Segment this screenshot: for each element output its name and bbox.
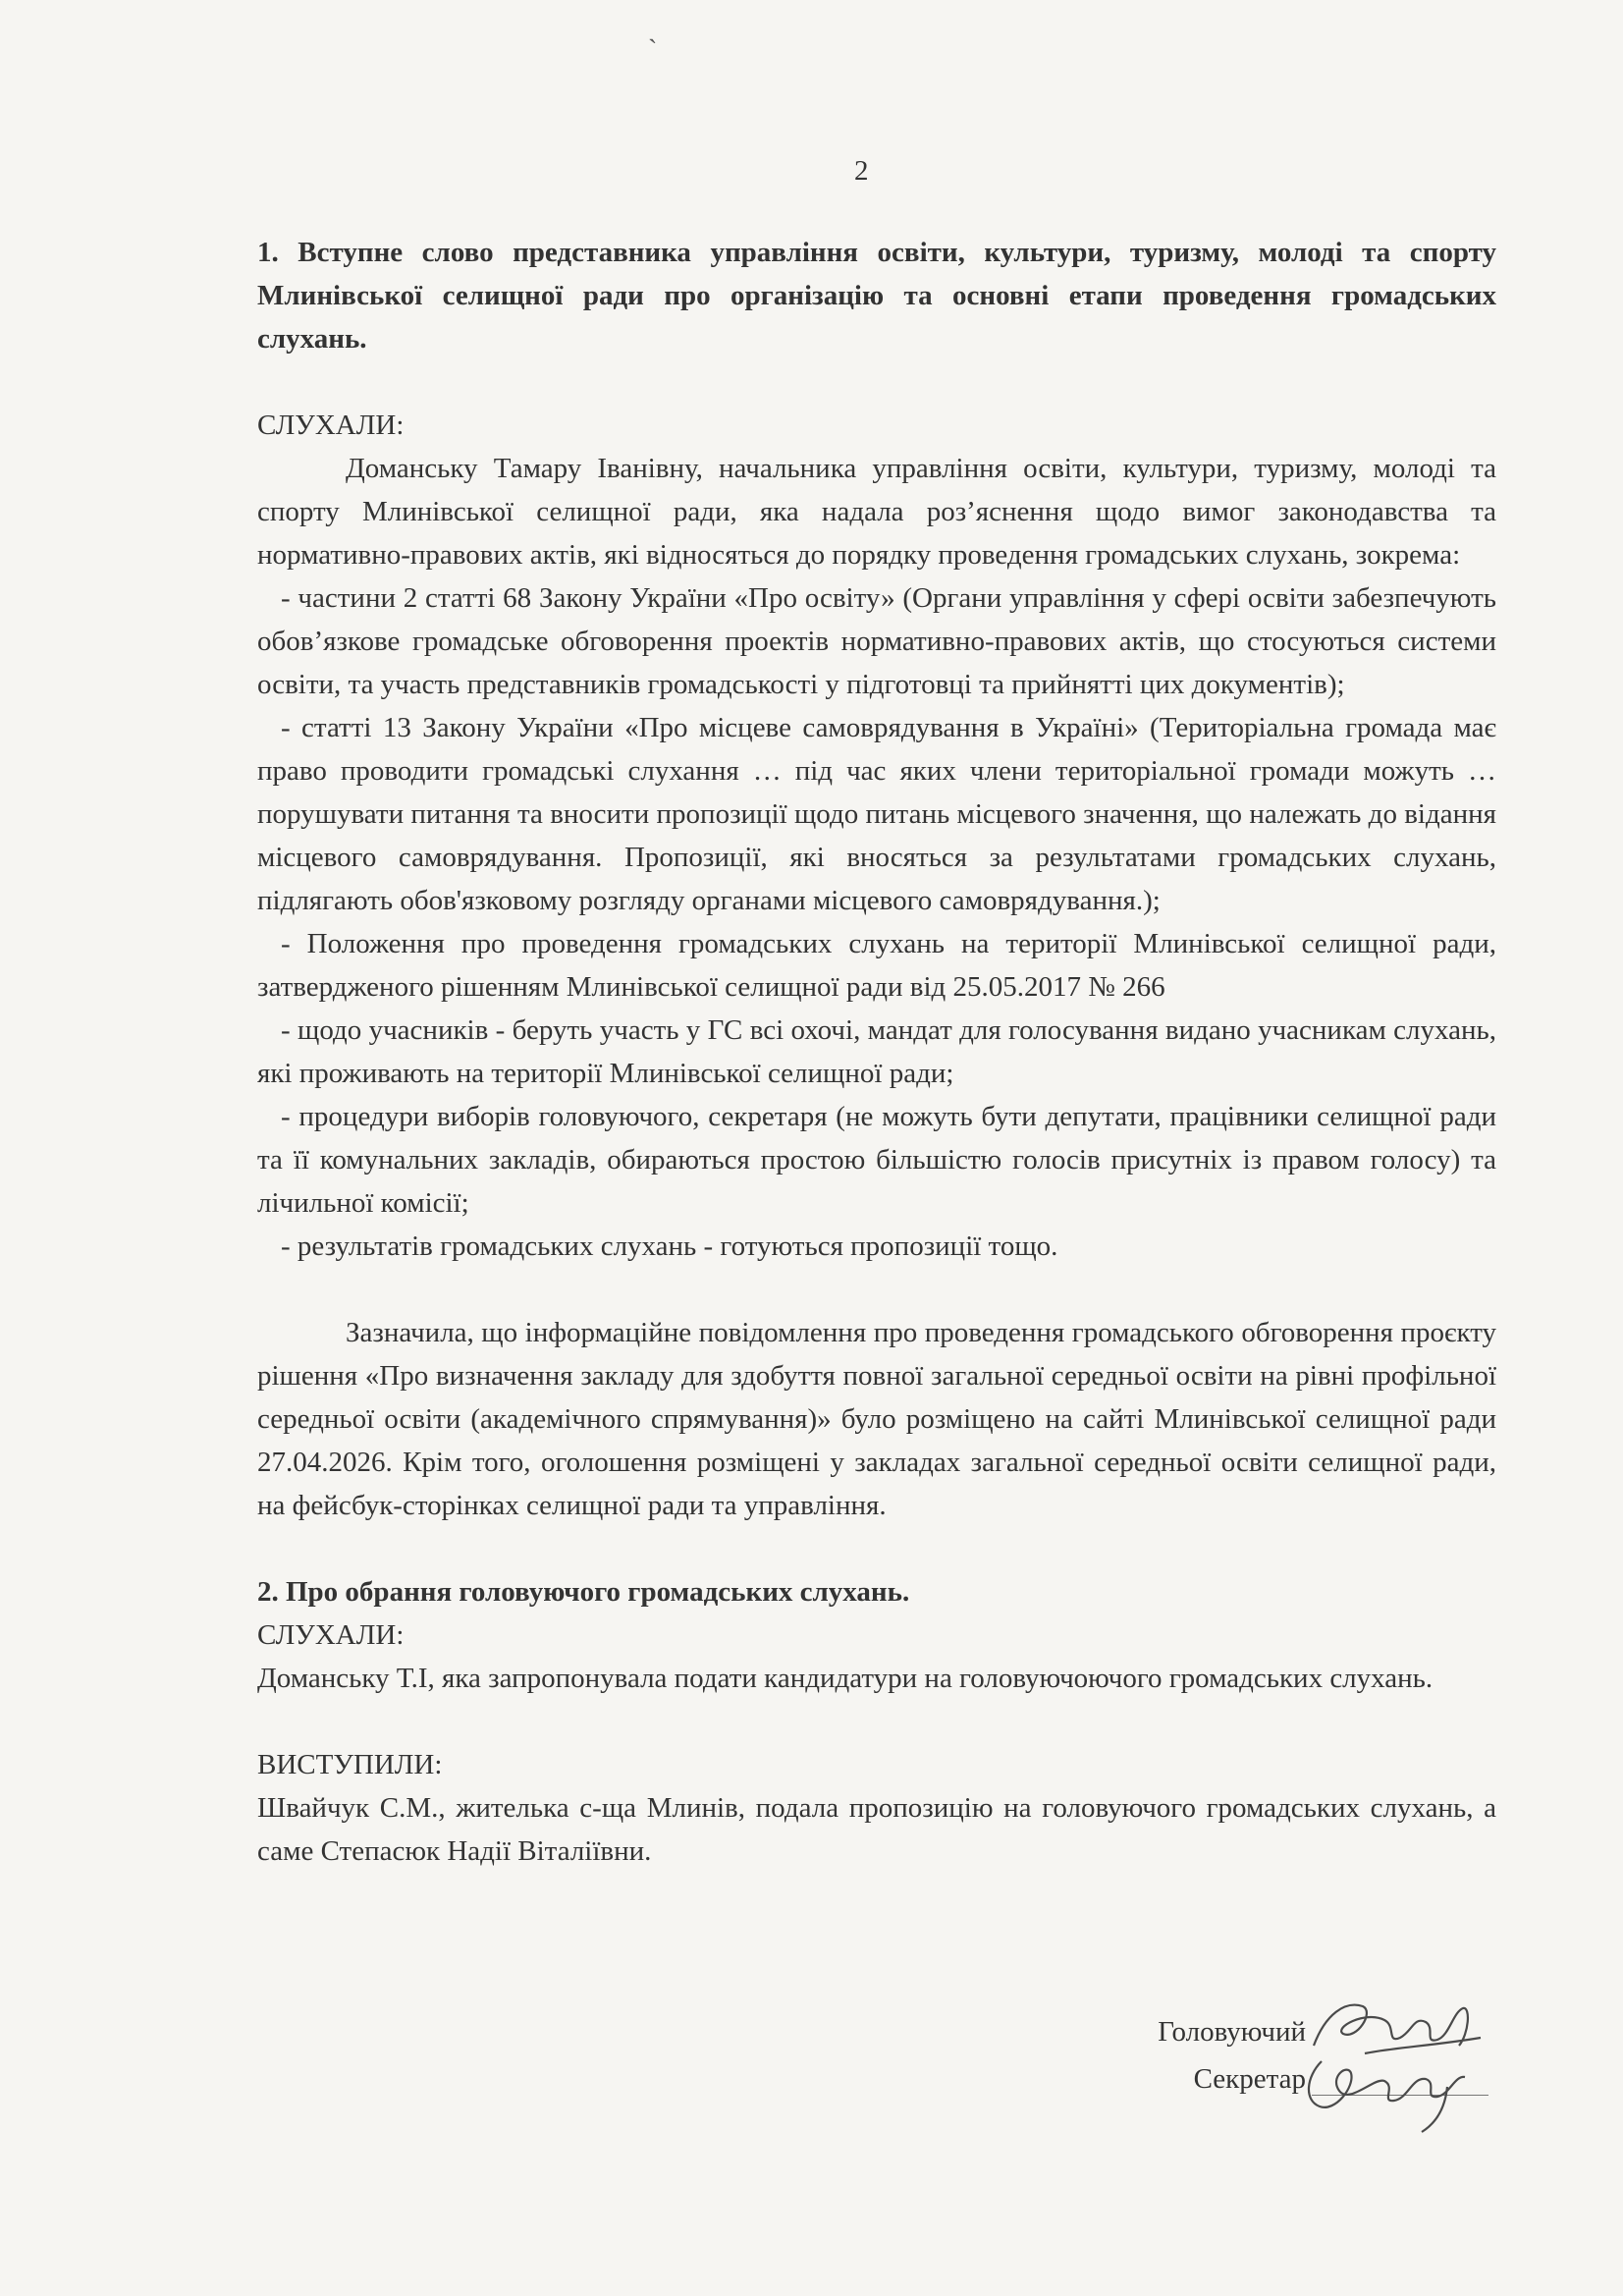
section-1-item: - Положення про проведення громадських слухань на території Млинівської селищної ради, затвердженого рішенням Млинівської селищної ради від 25.05.2017 № 266 [257,928,1496,1003]
secretary-signature-icon [1300,2048,1487,2136]
section-2-listened-text: Доманську Т.І, яка запропонувала подати кандидатури на головуючоючого громадських слухань. [257,1663,1434,1694]
section-1-item: - процедури виборів головуючого, секретаря (не можуть бути депутати, працівники селищної ради та її комунальних закладів, обираються простою більшістю голосів присутніх із правом голосу) та лічильної комісії; [257,1101,1496,1219]
section-1-heading: 1. Вступне слово представника управління освіти, культури, туризму, молоді та спорту Млинівської селищної ради про організацію та основні етапи проведення громадських слухань. [257,237,1496,355]
section-2-listened-label: СЛУХАЛИ: [257,1619,405,1651]
section-1-noted: Зазначила, що інформаційне повідомлення про проведення громадського обговорення проєкту рішення «Про визначення закладу для здобуття повної загальної середньої освіти на рівні профільної середньої освіти (академічного спрямування)» було розміщено на сайті Млинівської селищної ради 27.04.2026. Крім того, оголошення розміщені у закладах загальної середньої освіти селищної ради, на фейсбук-сторінках селищної ради та управління. [257,1317,1496,1521]
stray-mark: ˏ [648,14,658,44]
secretary-label: Секретар [1193,2063,1306,2095]
section-2-spoke-label: ВИСТУПИЛИ: [257,1749,443,1780]
signature-block [1080,2008,1492,2103]
section-1-intro: Доманську Тамару Іванівну, начальника управління освіти, культури, туризму, молоді та спорту Млинівської селищної ради, яка надала роз’яснення щодо вимог законодавства та нормативно-правових актів, які відносяться до порядку проведення громадських слухань, зокрема: [257,453,1496,571]
chair-label: Головуючий [1158,2016,1306,2048]
section-1-item: - статті 13 Закону України «Про місцеве самоврядування в Україні» (Територіальна громада має право проводити громадські слухання … під час яких члени територіальної громади можуть … порушувати питання та вносити пропозиції щодо питань місцевого значення, що належать до відання місцевого самоврядування. Пропозиції, які вносяться за результатами громадських слухань, підлягають обов'язковому розгляду органами місцевого самоврядування.); [257,712,1496,916]
section-1-listened-label: СЛУХАЛИ: [257,410,405,441]
section-1-item: - результатів громадських слухань - готуються пропозиції тощо. [281,1230,1058,1262]
section-2-heading: 2. Про обрання головуючого громадських слухань. [257,1576,910,1608]
page-number: 2 [854,155,869,187]
section-2-spoke-text: Швайчук С.М., жителька с-ща Млинів, подала пропозицію на головуючого громадських слухань, а саме Степасюк Надії Віталіївни. [257,1792,1496,1867]
section-1-item: - частини 2 статті 68 Закону України «Про освіту» (Органи управління у сфері освіти забезпечують обов’язкове громадське обговорення проектів нормативно-правових актів, що стосуються системи освіти, та участь представників громадськості у підготовці та прийнятті цих документів); [257,582,1496,700]
document-body [257,231,1496,1873]
section-1-item: - щодо учасників - беруть участь у ГС всі охочі, мандат для голосування видано учасникам слухань, які проживають на території Млинівської селищної ради; [257,1014,1496,1089]
